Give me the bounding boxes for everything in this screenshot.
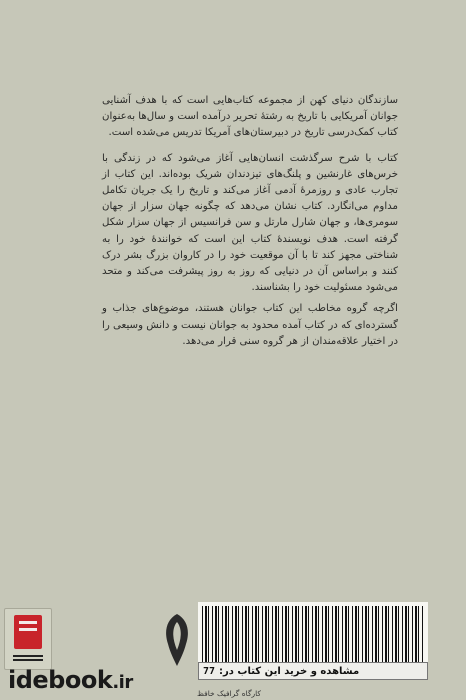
idebook-logo-icon	[4, 608, 52, 670]
paragraph-3: اگرچه گروه مخاطب این کتاب جوانان هستند، موضوع‌های جذاب و گسترده‌ای که در کتاب آمده محدود به جوانان نیست و دانش وسیعی را در اختیار علاقه‌مندان از هر گروه سنی قرار می‌دهد.	[102, 303, 398, 347]
promo-banner	[198, 662, 428, 680]
watermark-tld: .ir	[112, 672, 133, 693]
cover-footer	[0, 596, 466, 700]
watermark	[8, 666, 133, 694]
barcode-area	[198, 602, 428, 670]
promo-text: مشاهده و خرید این کتاب در:	[219, 665, 360, 677]
publisher-logo-icon	[160, 610, 194, 670]
paragraph-1: سازندگان دنیای کهن از مجموعه کتاب‌هایی است که با هدف آشنایی جوانان آمریکایی با تاریخ به رشتهٔ تحریر درآمده است و سال‌ها به‌عنوان کتاب کمک‌درسی تاریخ در دبیرستان‌های آمریکا تدریس می‌شده است.	[102, 95, 398, 139]
paragraph-2: کتاب با شرح سرگذشت انسان‌هایی آغاز می‌شود که در زندگی با خرس‌های غارنشین و پلنگ‌های تیزدندان شریک بوده‌اند. این کتاب از تجارب عادی و روزمرهٔ آدمی آغاز می‌کند و تاریخ را یک جریان تکامل مداوم می‌انگارد. کتاب نشان می‌دهد که چگونه جهان سزار از جهان سومری‌ها، و جهان شارل مارتل و سن فرانسیس از جهان سزار شکل گرفته است. هدف نویسندهٔ کتاب این است که خوانندهٔ خود را به شناختی مجهز کند تا با آن موقعیت خود را در کاروان بزرگ بشر درک کنند و براساس آن در دنیایی که روز به روز پیشرفت می‌کند و متحد می‌شود مسئولیت خود را بشناسند.	[102, 152, 398, 294]
watermark-name: idebook	[8, 666, 113, 694]
back-cover-text	[102, 93, 398, 355]
barcode	[202, 606, 424, 662]
promo-number: 77	[203, 665, 216, 677]
design-credit: کارگاه گرافیک خافظ	[196, 689, 261, 698]
